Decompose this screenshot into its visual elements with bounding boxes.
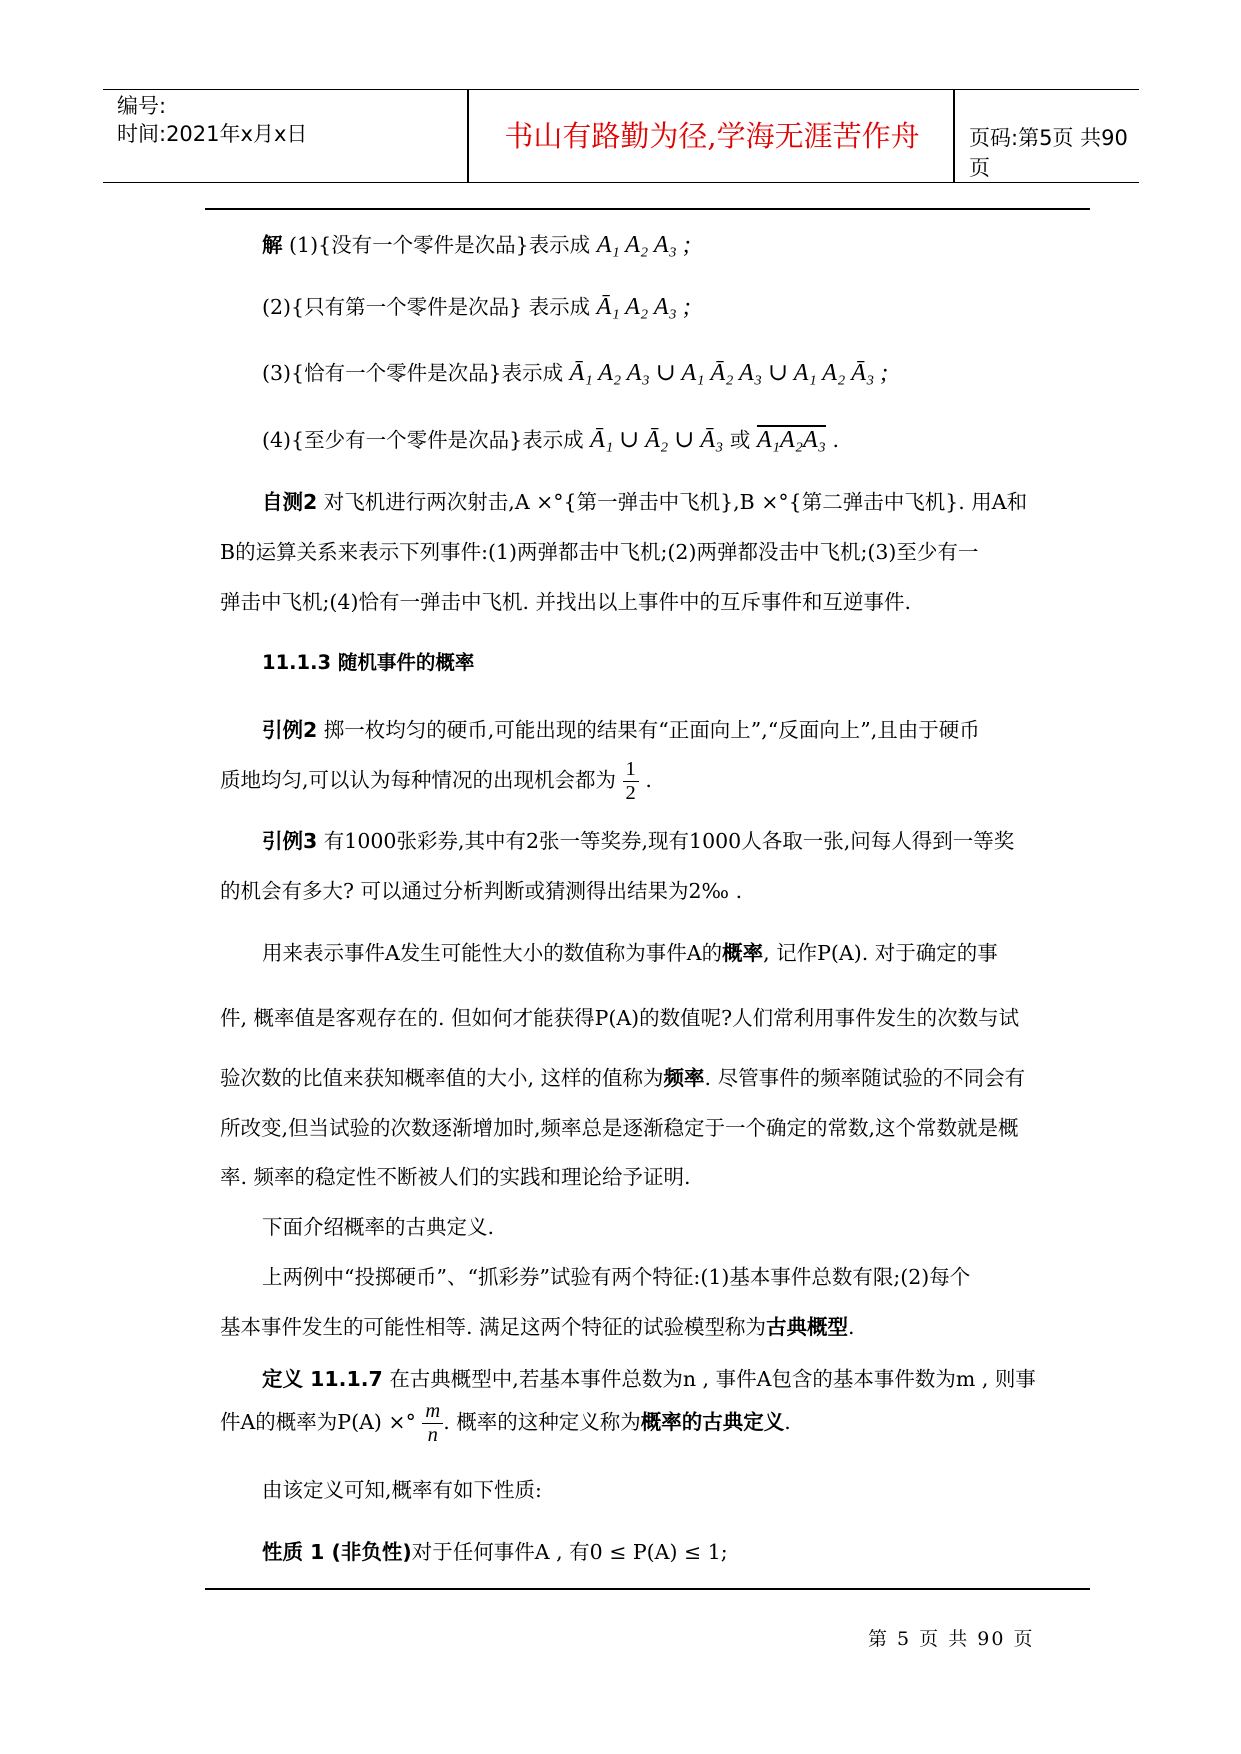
time-label: 时间:2021年x月x日 [117, 122, 308, 146]
page-footer: 第 5 页 共 90 页 [868, 1628, 1035, 1650]
para1-line-5: 率. 频率的稳定性不断被人们的实践和理论给予证明. [220, 1165, 691, 1189]
sol4-end: . [832, 428, 840, 452]
para1-line-4: 所改变,但当试验的次数逐渐增加时,频率总是逐渐稳定于一个确定的常数,这个常数就是概 [220, 1116, 1019, 1140]
term-classical-definition: 概率的古典定义 [640, 1410, 785, 1434]
para2: 下面介绍概率的古典定义. [262, 1215, 495, 1239]
example2-end: . [645, 768, 652, 792]
self-test-line-2: B的运算关系来表示下列事件:(1)两弹都击中飞机;(2)两弹都没击中飞机;(3)至少有一 [220, 540, 979, 564]
para1-text-3b: . 尽管事件的频率随试验的不同会有 [704, 1066, 1026, 1090]
frac-numerator: 1 [623, 758, 639, 782]
para1-line-2: 件, 概率值是客观存在的. 但如何才能获得P(A)的数值呢?人们常利用事件发生的次数与试 [220, 1006, 1020, 1030]
number-label: 编号: [117, 94, 167, 118]
example2-line-2 [220, 758, 652, 805]
bottom-rule [205, 1588, 1090, 1590]
solution-line-3 [262, 356, 888, 387]
definition-end: . [784, 1410, 791, 1434]
para3-text-2: 基本事件发生的可能性相等. 满足这两个特征的试验模型称为 [220, 1315, 767, 1339]
example3-text-1: 有1000张彩券,其中有2张一等奖券,现有1000人各取一张,问每人得到一等奖 [323, 829, 1015, 853]
para1-text-1b: , 记作P(A). 对于确定的事 [763, 941, 998, 965]
definition-label: 定义 11.1.7 [262, 1367, 383, 1391]
solution-line-1 [262, 228, 691, 259]
para1-text-3a: 验次数的比值来获知概率值的大小, 这样的值称为 [220, 1066, 664, 1090]
para3-line-1: 上两例中“投掷硬币”、“抓彩券”试验有两个特征:(1)基本事件总数有限;(2)每个 [262, 1265, 971, 1289]
self-test-label: 自测2 [262, 490, 318, 514]
example2-label: 引例2 [262, 718, 318, 742]
definition-text-2b: . 概率的这种定义称为 [443, 1410, 641, 1434]
definition-line-1 [262, 1362, 1036, 1392]
solution-label: 解 [262, 233, 283, 257]
self-test-line-1 [262, 485, 1027, 515]
para1-text-1a: 用来表示事件A发生可能性大小的数值称为事件A的 [262, 941, 723, 965]
frac-numerator: m [422, 1400, 443, 1424]
fraction-m-over-n [422, 1400, 443, 1447]
example3-label: 引例3 [262, 829, 318, 853]
header-motto: 书山有路勤为径,学海无涯苦作舟 [504, 119, 920, 153]
term-classical-model: 古典概型 [766, 1315, 849, 1339]
definition-line-2 [220, 1400, 791, 1447]
self-test-line-3: 弹击中飞机;(4)恰有一弹击中飞机. 并找出以上事件中的互斥事件和互逆事件. [220, 590, 911, 614]
frac-denominator: n [427, 1424, 438, 1446]
example2-text-2: 质地均匀,可以认为每种情况的出现机会都为 [220, 768, 617, 792]
fraction-one-half [623, 758, 639, 805]
header-meta [117, 92, 467, 180]
para4: 由该定义可知,概率有如下性质: [262, 1478, 542, 1502]
solution-line-2 [262, 290, 691, 321]
sol2-text: (2){只有第一个零件是次品} 表示成 [262, 295, 591, 319]
definition-text-2a: 件A的概率为P(A) ×° [220, 1410, 416, 1434]
property-text: 对于任何事件A , 有0 ≤ P(A) ≤ 1; [411, 1540, 728, 1564]
para1-line-3 [220, 1061, 1025, 1091]
sol4-math: Ā₁ ∪ Ā₂ ∪ Ā₃ [590, 427, 724, 453]
para3-end: . [848, 1315, 855, 1339]
frac-denominator: 2 [625, 782, 636, 804]
example2-text-1: 掷一枚均匀的硬币,可能出现的结果有“正面向上”,“反面向上”,且由于硬币 [323, 718, 980, 742]
solution-line-4 [262, 423, 839, 454]
term-probability: 概率 [722, 941, 764, 965]
sol1-math: A₁ A₂ A₃ ; [596, 232, 691, 258]
header-page-code: 页码:第5页 共90页 [969, 126, 1128, 180]
page-header [103, 89, 1139, 183]
sol2-math: Ā₁ A₂ A₃ ; [596, 294, 691, 320]
sol1-text: (1){没有一个零件是次品}表示成 [289, 233, 591, 257]
section-title: 11.1.3 随机事件的概率 [262, 651, 475, 674]
sol3-math: Ā₁ A₂ A₃ ∪ A₁ Ā₂ A₃ ∪ A₁ A₂ Ā₃ ; [569, 360, 889, 386]
term-frequency: 频率 [663, 1066, 705, 1090]
definition-text-1: 在古典概型中,若基本事件总数为n , 事件A包含的基本事件数为m , 则事 [389, 1367, 1036, 1391]
property-label: 性质 1 (非负性) [262, 1540, 412, 1564]
example3-line-2: 的机会有多大? 可以通过分析判断或猜测得出结果为2‰ . [220, 879, 743, 903]
header-divider [953, 90, 955, 182]
self-test-text-1: 对飞机进行两次射击,A ×°{第一弹击中飞机},B ×°{第二弹击中飞机}. 用A和 [323, 490, 1028, 514]
sol4-math2: A₁A₂A₃ [756, 427, 826, 453]
header-divider [467, 90, 469, 182]
para3-line-2 [220, 1310, 855, 1340]
sol4-text: (4){至少有一个零件是次品}表示成 [262, 428, 584, 452]
para1-line-1 [262, 936, 998, 966]
example2-line-1 [262, 713, 980, 743]
property-1 [262, 1535, 728, 1565]
example3-line-1 [262, 824, 1014, 854]
top-rule [205, 208, 1090, 210]
sol4-or: 或 [729, 428, 751, 452]
sol3-text: (3){恰有一个零件是次品}表示成 [262, 361, 564, 385]
